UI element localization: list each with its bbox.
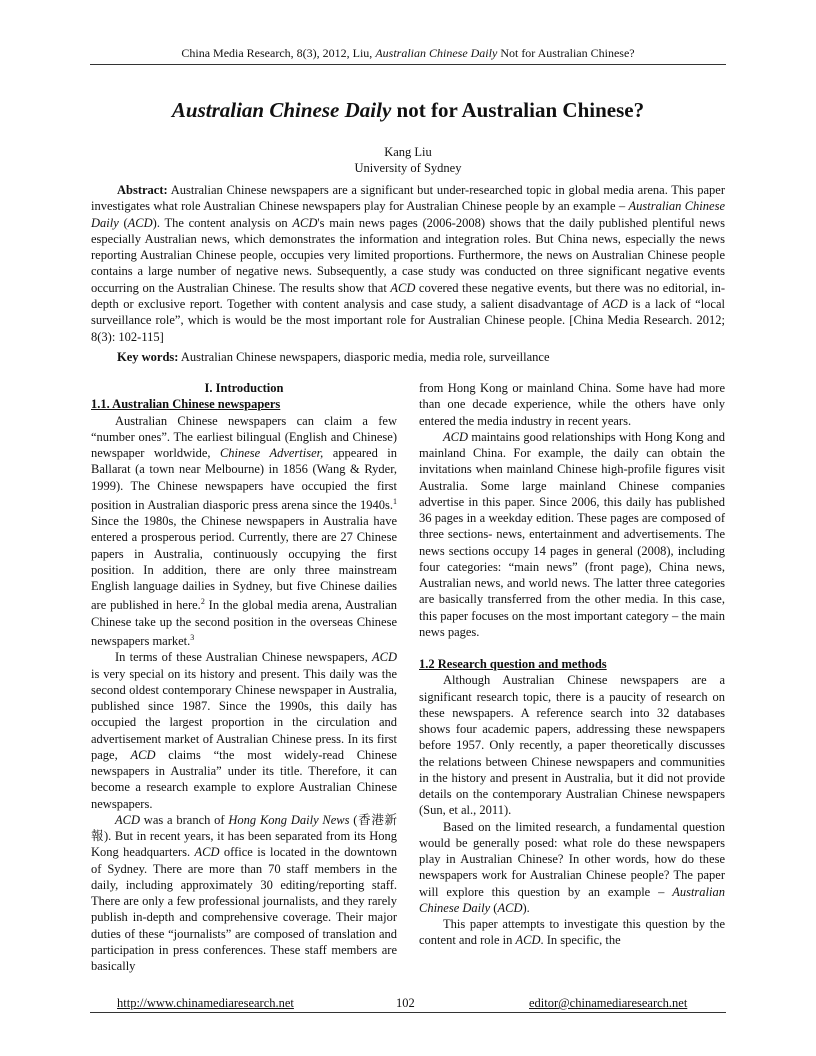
footnote-ref: 3 [190,633,195,643]
keywords: Key words: Australian Chinese newspapers, diasporic media, media role, surveillance [117,350,550,364]
paragraph: from Hong Kong or mainland China. Some have had more than one decade experience, while the others have only entered the media industry in recent years. [419,381,725,428]
header-rule [90,64,726,65]
abstract: Abstract: Australian Chinese newspapers are a significant but under-researched topic in global media arena. This paper investigates what role Australian Chinese newspapers play for Australian Chinese people by an example – Australian Chinese Daily (ACD). The content analysis on ACD's main news pages (2006-2008) shows that the daily published plentiful news especially Australian news, which demonstrates the information and integration roles. But China news, especially the news reporting Australian Chinese people, occupies very limited proportions. Furthermore, the news on Australian Chinese people contains a large number of negative news. Subsequently, a case study was conducted on three significant negative events occurring on the Australian Chinese. The results show that ACD covered these negative events, but there was no editorial, in-depth or exclusive report. Together with content analysis and case study, a salient disadvantage of ACD is a lack of “local surveillance role”, which is would be the most important role for Australian Chinese people. [China Media Research. 2012; 8(3): 102-115] [91,183,725,344]
paragraph: Although Australian Chinese newspapers are a significant research topic, there is a paucity of research on these newspapers. A reference search into 32 databases shows four academic papers, addressing these newspapers before 1957. Only recently, a paper theoretically discusses the relations between Chinese newspapers and communities in the history and present in Australia, but it did not provide details on the contemporary Australian Chinese newspapers (Sun, et al., 2011). [419,673,725,818]
paragraph: Australian Chinese newspapers can claim a few “number ones”. The earliest bilingual (English and Chinese) newspaper worldwide, Chinese Advertiser, appeared in Ballarat (a town near Melbourne) in 1856 (Wang & Ryder, 1999). The Chinese newspapers have occupied the first position in Australian diasporic press arena since the 1940s.$^1$ Since the 1980s, the Chinese newspapers in Australia have entered a prosperous period. Currently, there are 27 Chinese papers in Australia, continuously occupying the first position. In addition, there are only three mainstream English language dailies in Sydney, but five Chinese dailies are published in here.$^2$ In the global media arena, Australian Chinese take up the second position in the overseas Chinese newspapers market.$^3$ [91,413,397,649]
paragraph: This paper attempts to investigate this question by the content and role in ACD. In specific, the [419,917,725,948]
author-affiliation: University of Sydney [354,161,462,175]
running-header: China Media Research, 8(3), 2012, Liu, Australian Chinese Daily Not for Australian Chinese? [181,46,635,60]
footer-rule [90,1012,726,1013]
subsection-heading: 1.1. Australian Chinese newspapers [91,397,281,412]
author-name: Kang Liu [384,145,432,159]
footnote-ref: 2 [200,597,205,607]
paragraph: ACD maintains good relationships with Hong Kong and mainland China. For example, the daily can obtain the invitations when mainland Chinese high-profile figures visit Australia. Some large mainland Chinese companies advertise in this paper. Since 2006, this daily has published 36 pages in a weekday edition. These pages are composed of three sections- news, entertainment and advertisements. The news sections occupy 14 pages in general (2008), including four categories: “main news” (front page), China news, Australian news, and world news. The latter three categories are basically transferred from the other media. In this case, this paper focuses on the most important category – the main news pages. [419,429,725,639]
page-number: 102 [396,996,415,1010]
left-column [91,380,397,974]
editor-email-link[interactable]: editor@chinamediaresearch.net [529,996,688,1010]
author-block [0,144,816,176]
subsection-heading: 1.2 Research question and methods [419,657,607,671]
section-heading: I. Introduction [204,381,284,395]
paragraph: In terms of these Australian Chinese newspapers, ACD is very special on its history and present. This daily was the second oldest contemporary Chinese newspaper in Australia, published since 1987. Since the 1990s, this daily has occupied the largest proportion in the circulation and advertisement market of Australian Chinese press. In its first page, ACD claims “the most widely-read Chinese newspapers in Australia” under its title. Therefore, it can become a research example to explore Australian Chinese newspapers. [91,650,397,811]
paragraph: Based on the limited research, a fundamental question would be generally posed: what role do these newspapers play in Australian Chinese? In other words, how do these newspapers work for Australian Chinese people? The paper will explore this question by an example – Australian Chinese Daily (ACD). [419,819,725,915]
journal-url-link[interactable]: http://www.chinamediaresearch.net [117,996,294,1010]
right-column [419,380,725,949]
footnote-ref: 1 [393,496,397,506]
paragraph: ACD was a branch of Hong Kong Daily News (香港新報). But in recent years, it has been separated from its Hong Kong headquarters. ACD office is located in the downtown of Sydney. There are more than 70 staff members in the daily, including approximately 30 editing/reporting staff. There are only a few professional journalists, and they rarely publish in-depth and comprehensive coverage. Their major duties of these “journalists” are composed of translation and participation in press conferences. These staff members are basically [91,812,397,974]
paper-title: Australian Chinese Daily not for Australian Chinese? [171,98,645,122]
